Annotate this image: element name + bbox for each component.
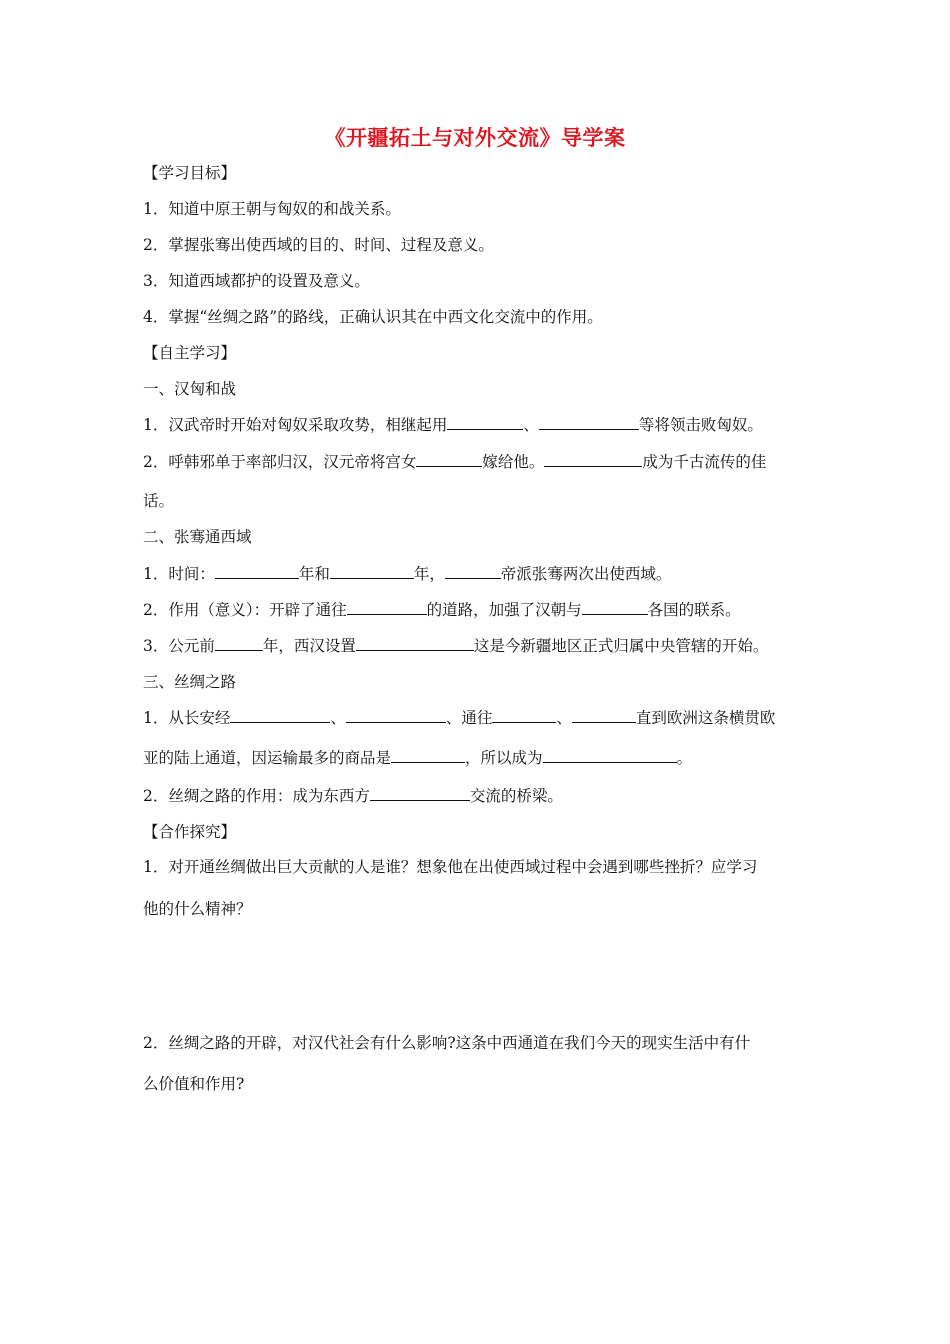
- question-text: 等将领击败匈奴。: [638, 416, 763, 434]
- goal-item-4: 4．掌握“丝绸之路”的路线，正确认识其在中西文化交流中的作用。: [143, 308, 603, 326]
- question-text: 2．呼韩邪单于率部归汉，汉元帝将宫女: [143, 453, 417, 471]
- document-title: 《开疆拓土与对外交流》导学案: [324, 125, 626, 150]
- fill-blank[interactable]: [215, 635, 263, 651]
- question-text: 1．时间：: [143, 565, 215, 583]
- fill-blank[interactable]: [347, 599, 427, 615]
- fill-blank[interactable]: [330, 563, 414, 579]
- question-text: 1．从长安经: [143, 709, 231, 727]
- goal-item-3: 3．知道西域都护的设置及意义。: [143, 272, 370, 290]
- part-heading-zhang-qian: 二、张骞通西域: [143, 528, 252, 546]
- question-text: 、通往: [445, 709, 493, 727]
- fill-blank[interactable]: [230, 707, 330, 723]
- question-text: 。: [676, 749, 693, 767]
- question-text: 嫁给他。: [482, 453, 545, 471]
- question-text: 、: [523, 416, 539, 434]
- section-heading-goals: 【学习目标】: [143, 164, 237, 182]
- question-text: 1．汉武帝时开始对匈奴采取攻势，相继起用: [143, 416, 448, 434]
- question-text: 成为千古流传的佳: [642, 453, 767, 471]
- question-text: 、: [556, 709, 572, 727]
- question-text: 直到欧洲这条横贯欧: [635, 709, 776, 727]
- question-text: 年和: [298, 565, 330, 583]
- goal-item-2: 2．掌握张骞出使西域的目的、时间、过程及意义。: [143, 236, 494, 254]
- fill-blank[interactable]: [346, 707, 446, 723]
- fill-blank[interactable]: [582, 599, 648, 615]
- question-han-xiongnu-2: [143, 451, 823, 473]
- question-silk-road-2: [143, 785, 823, 807]
- question-text: 交流的桥梁。: [469, 787, 563, 805]
- cooperation-question-1-cont: 他的什么精神？: [143, 900, 252, 918]
- fill-blank[interactable]: [356, 635, 474, 651]
- question-text: 年，西汉设置: [262, 637, 356, 655]
- cooperation-question-2: 2．丝绸之路的开辟，对汉代社会有什么影响?这条中西通道在我们今天的现实生活中有什: [143, 1034, 751, 1052]
- fill-blank[interactable]: [572, 707, 636, 723]
- question-silk-road-1-cont: [143, 747, 823, 769]
- question-text: 、: [330, 709, 346, 727]
- question-text: 帝派张骞两次出使西域。: [500, 565, 672, 583]
- fill-blank[interactable]: [215, 563, 299, 579]
- section-heading-cooperation: 【合作探究】: [143, 823, 237, 841]
- question-zhang-qian-3: [143, 635, 823, 657]
- question-text: 年，: [413, 565, 445, 583]
- question-silk-road-1: [143, 707, 823, 729]
- part-heading-han-xiongnu: 一、汉匈和战: [143, 380, 237, 398]
- question-han-xiongnu-2-cont: 话。: [143, 492, 175, 510]
- section-heading-self-study: 【自主学习】: [143, 344, 237, 362]
- fill-blank[interactable]: [370, 785, 470, 801]
- question-zhang-qian-2: [143, 599, 823, 621]
- fill-blank[interactable]: [447, 414, 523, 430]
- fill-blank[interactable]: [391, 747, 465, 763]
- part-heading-silk-road: 三、丝绸之路: [143, 673, 237, 691]
- question-text: 3．公元前: [143, 637, 215, 655]
- question-zhang-qian-1: [143, 563, 823, 585]
- question-han-xiongnu-1: [143, 414, 823, 436]
- question-text: 的道路，加强了汉朝与: [426, 601, 582, 619]
- question-text: 各国的联系。: [647, 601, 741, 619]
- fill-blank[interactable]: [544, 451, 642, 467]
- cooperation-question-2-cont: 么价值和作用?: [143, 1075, 245, 1093]
- fill-blank[interactable]: [492, 707, 556, 723]
- question-text: 2．丝绸之路的作用：成为东西方: [143, 787, 370, 805]
- fill-blank[interactable]: [416, 451, 482, 467]
- fill-blank[interactable]: [445, 563, 501, 579]
- question-text: 2．作用（意义）：开辟了通往: [143, 601, 347, 619]
- question-text: 亚的陆上通道，因运输最多的商品是: [143, 749, 392, 767]
- fill-blank[interactable]: [543, 747, 677, 763]
- goal-item-1: 1．知道中原王朝与匈奴的和战关系。: [143, 200, 401, 218]
- cooperation-question-1: 1．对开通丝绸做出巨大贡献的人是谁？想象他在出使西域过程中会遇到哪些挫折？应学习: [143, 858, 758, 876]
- fill-blank[interactable]: [539, 414, 639, 430]
- question-text: ，所以成为: [465, 749, 543, 767]
- question-text: 这是今新疆地区正式归属中央管辖的开始。: [473, 637, 769, 655]
